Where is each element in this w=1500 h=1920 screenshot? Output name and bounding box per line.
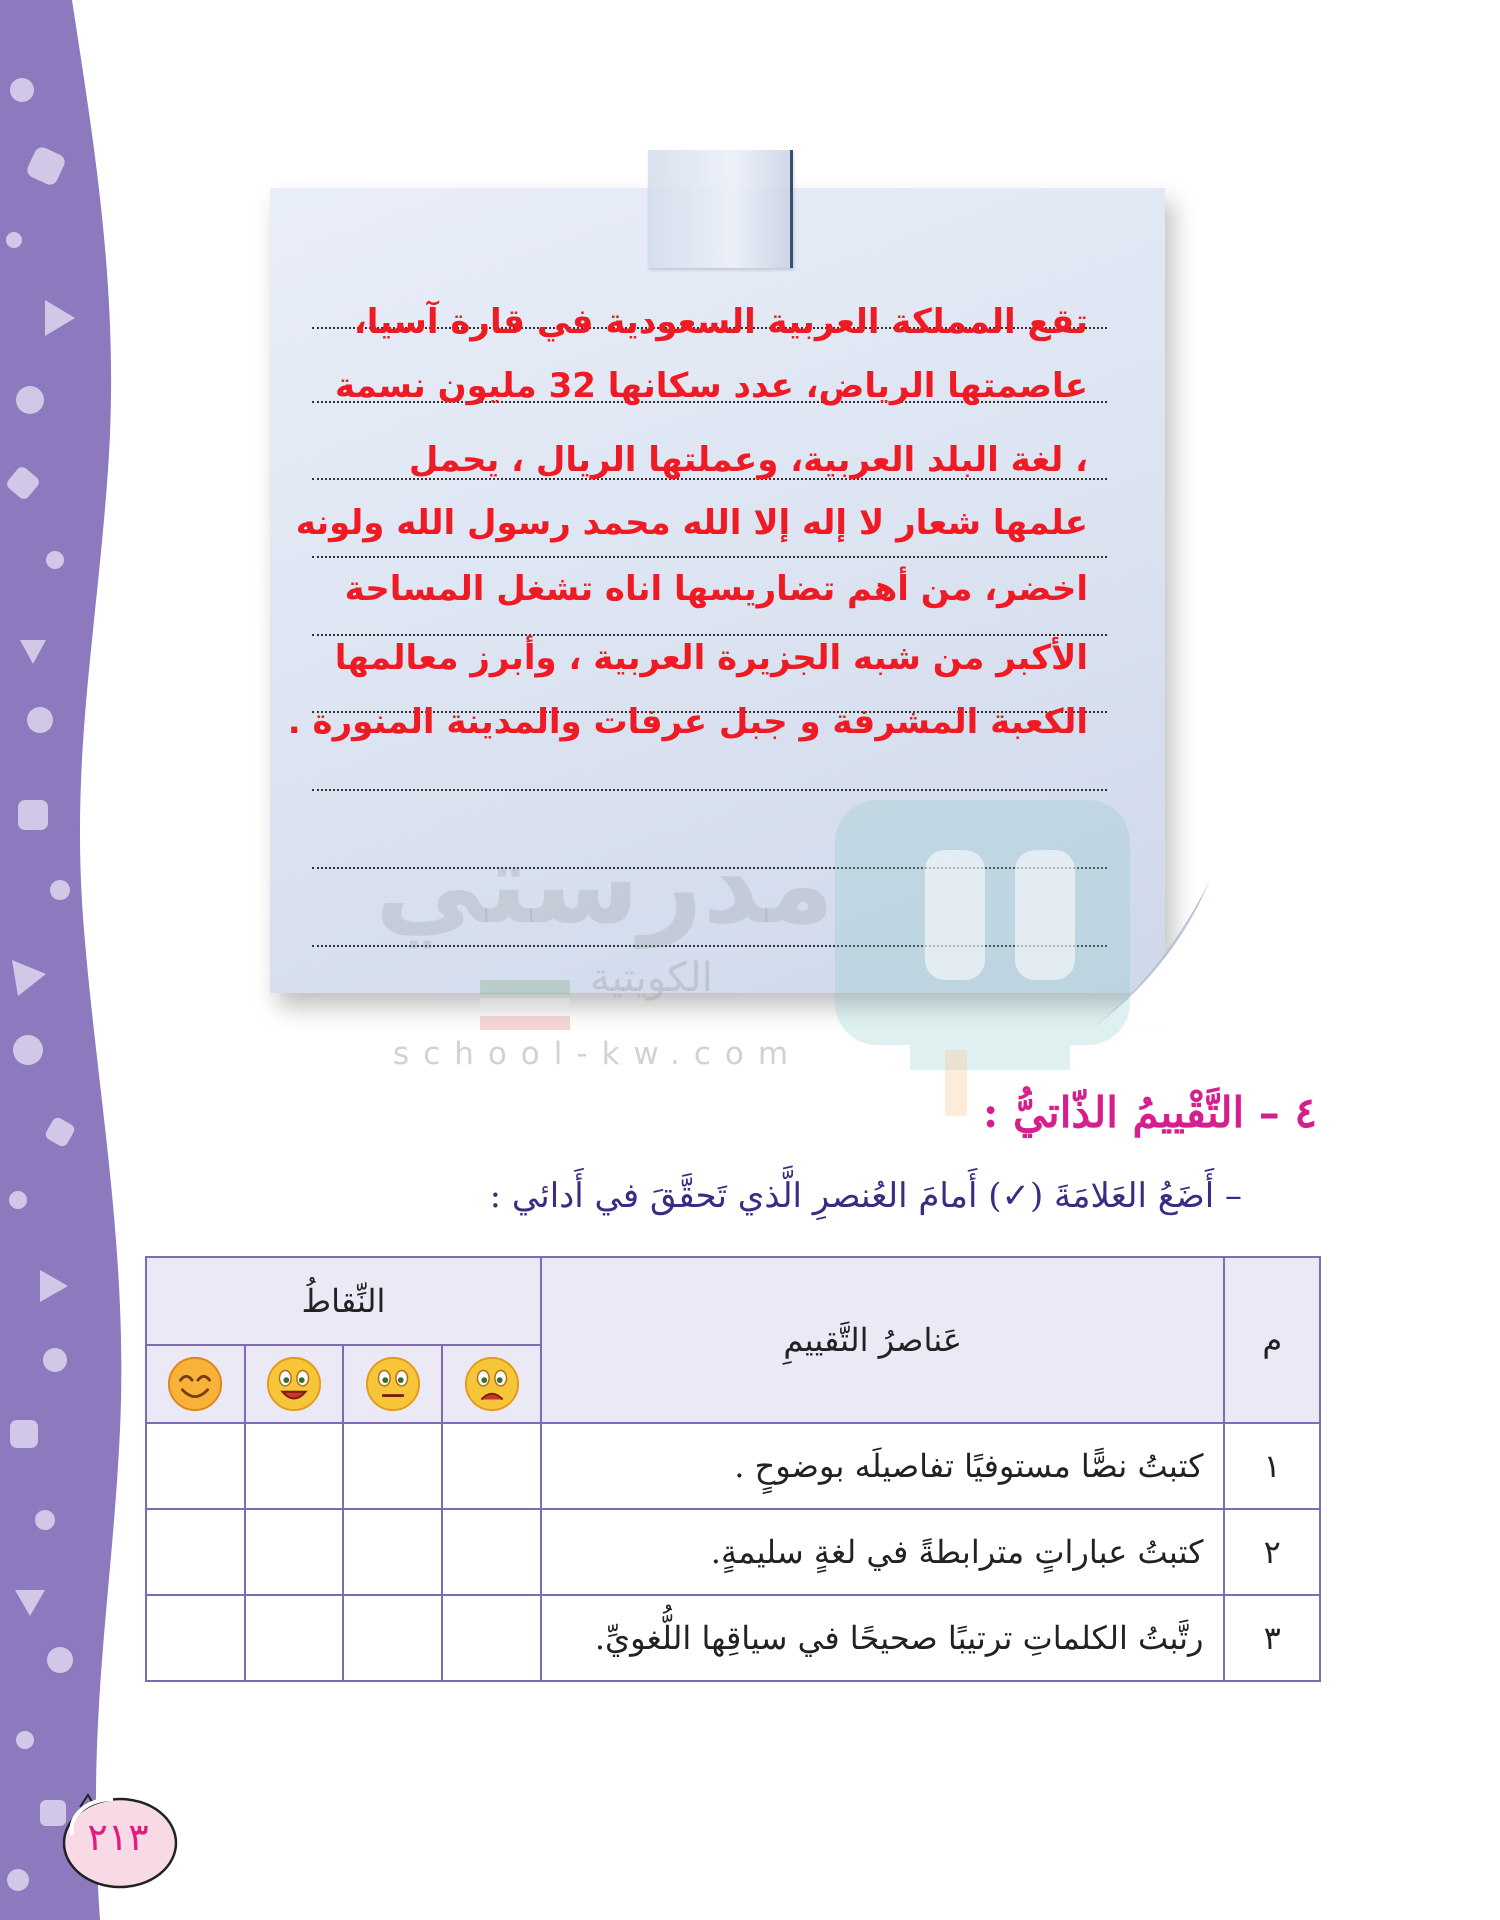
note-curl-shadow (1090, 880, 1210, 1030)
score-cell[interactable] (245, 1423, 344, 1509)
score-cell[interactable] (343, 1595, 442, 1681)
score-cell[interactable] (442, 1595, 541, 1681)
note-text-line-7: الكعبة المشرفة و جبل عرفات والمدينة المنورة . (287, 702, 1088, 742)
watermark-subtitle: الكويتية (590, 955, 713, 1001)
row-criterion: كتبتُ نصًّا مستوفيًا تفاصيلَه بوضوحٍ . (541, 1423, 1225, 1509)
side-decoration-band (0, 0, 150, 1920)
col-points-header: النِّقاطُ (146, 1257, 541, 1345)
score-cell[interactable] (343, 1509, 442, 1595)
score-cell[interactable] (442, 1509, 541, 1595)
row-criterion: رتَّبتُ الكلماتِ ترتيبًا صحيحًا في سياقِها اللُّغويِّ. (541, 1595, 1225, 1681)
instruction-text: – أَضَعُ العَلامَةَ (✓) أَمامَ العُنصرِ الَّذي تَحقَّقَ في أَدائي : (489, 1176, 1242, 1216)
score-cell[interactable] (146, 1595, 245, 1681)
section-title: ٤ – التَّقْييمُ الذّاتيُّ : (982, 1088, 1317, 1137)
score-header-sad (442, 1345, 541, 1423)
self-evaluation-table (145, 1256, 1321, 1682)
score-header-very-happy (146, 1345, 245, 1423)
row-number: ٢ (1224, 1509, 1320, 1595)
note-rule (312, 789, 1107, 791)
row-number: ٣ (1224, 1595, 1320, 1681)
score-cell[interactable] (343, 1423, 442, 1509)
note-text-line-2: عاصمتها الرياض، عدد سكانها 32 مليون نسمة (334, 366, 1088, 406)
note-rule (312, 634, 1107, 636)
note-text-line-3: ، لغة البلد العربية، وعملتها الريال ، يحمل (408, 440, 1088, 480)
score-cell[interactable] (146, 1423, 245, 1509)
note-rule (312, 556, 1107, 558)
score-cell[interactable] (146, 1509, 245, 1595)
score-header-neutral (343, 1345, 442, 1423)
score-cell[interactable] (442, 1423, 541, 1509)
page-number: ٢١٣ (87, 1815, 149, 1859)
table-row (146, 1509, 1320, 1595)
row-number: ١ (1224, 1423, 1320, 1509)
col-number-header: م (1224, 1257, 1320, 1423)
score-header-happy (245, 1345, 344, 1423)
watermark-title: مدرستي (375, 820, 835, 948)
note-text-line-1: تقع المملكة العربية السعودية في قارة آسيا، (353, 302, 1088, 342)
very-happy-face-icon (166, 1355, 224, 1413)
table-row (146, 1423, 1320, 1509)
note-text-line-5: اخضر، من أهم تضاريسها اناه تشغل المساحة (344, 569, 1088, 609)
note-text-line-4: علمها شعار لا إله إلا الله محمد رسول الله ولونه (295, 503, 1088, 543)
happy-face-icon (265, 1355, 323, 1413)
neutral-face-icon (364, 1355, 422, 1413)
note-tape (648, 150, 793, 268)
watermark-url: school-kw.com (393, 1036, 803, 1072)
table-row (146, 1595, 1320, 1681)
note-text-line-6: الأكبر من شبه الجزيرة العربية ، وأبرز معالمها (334, 638, 1088, 678)
col-criteria-header: عَناصرُ التَّقييمِ (541, 1257, 1225, 1423)
score-cell[interactable] (245, 1509, 344, 1595)
row-criterion: كتبتُ عباراتٍ مترابطةً في لغةٍ سليمةٍ. (541, 1509, 1225, 1595)
score-cell[interactable] (245, 1595, 344, 1681)
sad-face-icon (463, 1355, 521, 1413)
